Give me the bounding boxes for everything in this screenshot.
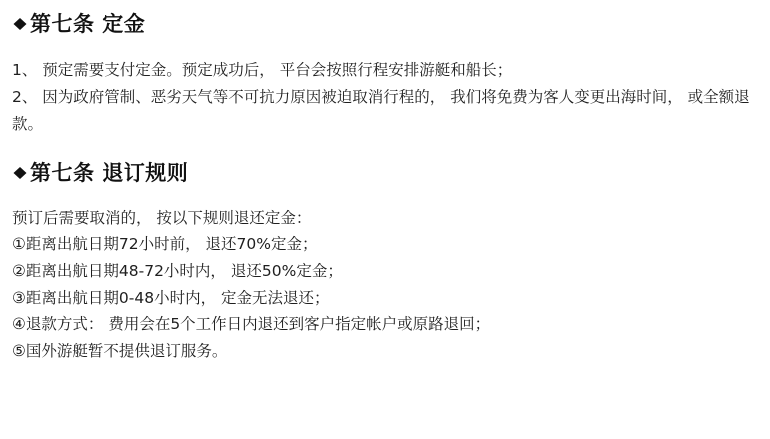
spacer	[12, 39, 758, 57]
deposit-clause-2: 2、 因为政府管制、恶劣天气等不可抗力原因被迫取消行程的， 我们将免费为客人变更出海时间， 或全额退款。	[12, 88, 750, 133]
cancellation-rule-2: ②距离出航日期48-72小时内， 退还50%定金；	[12, 262, 343, 281]
diamond-bullet-icon	[12, 16, 28, 32]
cancellation-rule-5: ⑤国外游艇暂不提供退订服务。	[12, 342, 228, 361]
diamond-bullet-icon	[12, 165, 28, 181]
cancellation-rule-1: ①距离出航日期72小时前， 退还70%定金；	[12, 235, 318, 254]
cancellation-rule-4: ④退款方式： 费用会在5个工作日内退还到客户指定帐户或原路退回；	[12, 315, 491, 334]
section-deposit	[12, 10, 758, 137]
section-cancellation-heading	[12, 159, 758, 188]
spacer	[12, 189, 758, 205]
spacer	[12, 137, 758, 159]
section-deposit-title: 第七条 定金	[30, 12, 146, 36]
section-deposit-heading	[12, 10, 758, 39]
deposit-clause-1: 1、 预定需要支付定金。预定成功后， 平台会按照行程安排游艇和船长；	[12, 61, 513, 80]
section-cancellation	[12, 159, 758, 364]
section-cancellation-body	[12, 205, 758, 365]
cancellation-intro: 预订后需要取消的， 按以下规则退还定金：	[12, 208, 312, 227]
section-cancellation-title: 第七条 退订规则	[30, 161, 189, 186]
section-deposit-body	[12, 57, 758, 137]
cancellation-rule-3: ③距离出航日期0-48小时内， 定金无法退还；	[12, 288, 330, 307]
